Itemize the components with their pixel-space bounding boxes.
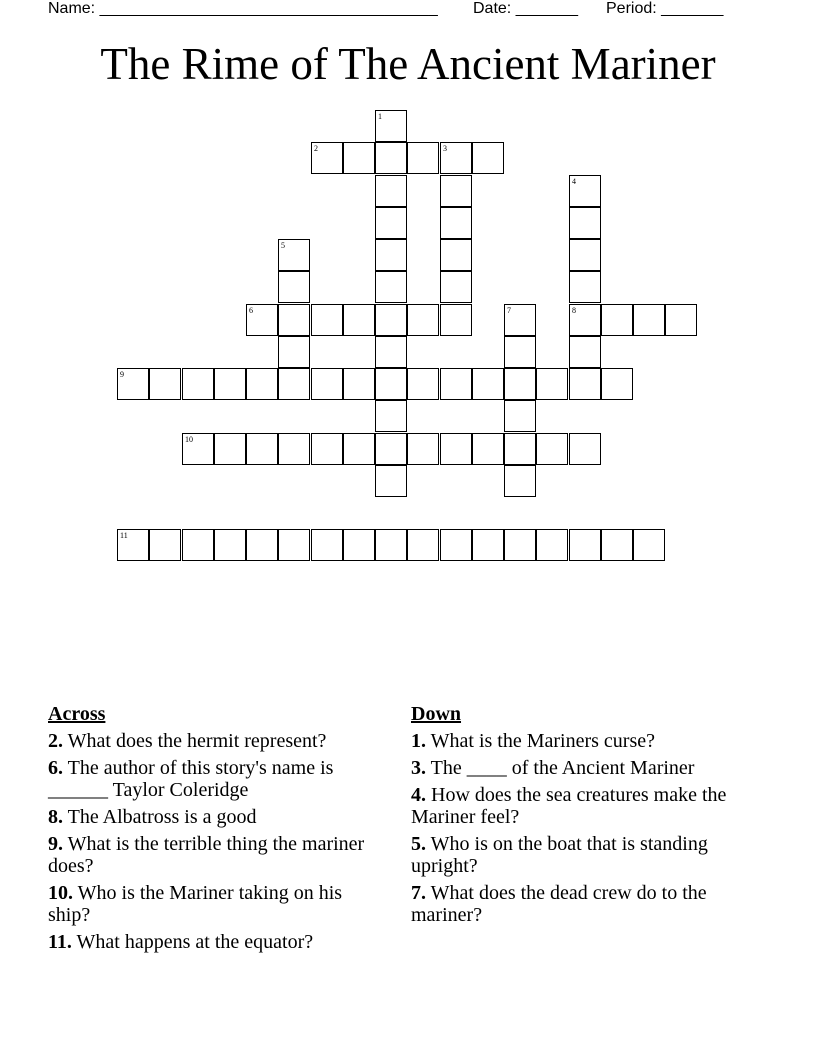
crossword-cell[interactable] <box>633 529 665 561</box>
crossword-cell[interactable] <box>504 304 536 336</box>
crossword-cell[interactable] <box>246 304 278 336</box>
cell-number: 8 <box>572 306 576 315</box>
cell-number: 6 <box>249 306 253 315</box>
crossword-cell[interactable] <box>375 336 407 368</box>
crossword-cell[interactable] <box>407 304 439 336</box>
crossword-cell[interactable] <box>569 336 601 368</box>
crossword-cell[interactable] <box>504 529 536 561</box>
crossword-cell[interactable] <box>117 529 149 561</box>
crossword-cell[interactable] <box>569 207 601 239</box>
clue-text: What does the dead crew do to the mariner? <box>411 882 707 926</box>
crossword-cell[interactable] <box>375 304 407 336</box>
crossword-cell[interactable] <box>601 368 633 400</box>
crossword-cell[interactable] <box>375 400 407 432</box>
cell-number: 4 <box>572 177 576 186</box>
crossword-cell[interactable] <box>440 207 472 239</box>
crossword-cell[interactable] <box>343 304 375 336</box>
crossword-cell[interactable] <box>375 529 407 561</box>
crossword-cell[interactable] <box>407 433 439 465</box>
crossword-cell[interactable] <box>472 433 504 465</box>
cell-number: 11 <box>120 531 128 540</box>
crossword-cell[interactable] <box>504 400 536 432</box>
crossword-cell[interactable] <box>601 304 633 336</box>
clue-text: The ____ of the Ancient Mariner <box>430 757 695 779</box>
clue-text: What is the Mariners curse? <box>430 730 655 752</box>
name-field: Name: ______________________________________ <box>48 0 438 17</box>
crossword-cell[interactable] <box>569 529 601 561</box>
crossword-cell[interactable] <box>536 433 568 465</box>
clue-number: 3. <box>411 757 426 779</box>
crossword-cell[interactable] <box>504 336 536 368</box>
crossword-cell[interactable] <box>569 304 601 336</box>
crossword-cell[interactable] <box>375 433 407 465</box>
crossword-cell[interactable] <box>278 368 310 400</box>
crossword-cell[interactable] <box>375 175 407 207</box>
cell-number: 3 <box>443 144 447 153</box>
crossword-cell[interactable] <box>343 368 375 400</box>
crossword-cell[interactable] <box>375 142 407 174</box>
crossword-cell[interactable] <box>278 529 310 561</box>
clue-across-8 <box>48 806 388 828</box>
crossword-cell[interactable] <box>182 368 214 400</box>
crossword-cell[interactable] <box>440 529 472 561</box>
clue-number: 2. <box>48 730 63 752</box>
clue-number: 6. <box>48 757 63 779</box>
crossword-cell[interactable] <box>440 304 472 336</box>
crossword-cell[interactable] <box>601 529 633 561</box>
clue-number: 8. <box>48 806 63 828</box>
crossword-cell[interactable] <box>214 529 246 561</box>
crossword-cell[interactable] <box>472 529 504 561</box>
clue-number: 1. <box>411 730 426 752</box>
across-clues <box>48 703 388 958</box>
crossword-cell[interactable] <box>375 271 407 303</box>
crossword-cell[interactable] <box>440 175 472 207</box>
crossword-cell[interactable] <box>569 175 601 207</box>
crossword-cell[interactable] <box>569 368 601 400</box>
cell-number: 1 <box>378 112 382 121</box>
crossword-cell[interactable] <box>407 368 439 400</box>
clue-down-7 <box>411 882 751 926</box>
crossword-cell[interactable] <box>311 142 343 174</box>
crossword-cell[interactable] <box>278 336 310 368</box>
crossword-cell[interactable] <box>569 271 601 303</box>
crossword-cell[interactable] <box>407 529 439 561</box>
clue-down-4 <box>411 784 751 828</box>
period-field: Period: _______ <box>606 0 724 17</box>
clue-text: What does the hermit represent? <box>67 730 327 752</box>
crossword-cell[interactable] <box>278 433 310 465</box>
clue-text: Who is on the boat that is standing upright? <box>411 833 708 877</box>
crossword-cell[interactable] <box>633 304 665 336</box>
crossword-cell[interactable] <box>117 368 149 400</box>
clue-number: 4. <box>411 784 426 806</box>
crossword-cell[interactable] <box>311 368 343 400</box>
crossword-cell[interactable] <box>246 433 278 465</box>
crossword-cell[interactable] <box>440 239 472 271</box>
crossword-cell[interactable] <box>472 368 504 400</box>
cell-number: 2 <box>314 144 318 153</box>
clue-across-10 <box>48 882 388 926</box>
date-field: Date: _______ <box>473 0 578 17</box>
cell-number: 7 <box>507 306 511 315</box>
clue-text: The author of this story's name is ______ Taylor Coleridge <box>48 757 334 801</box>
crossword-cell[interactable] <box>536 368 568 400</box>
clue-across-9 <box>48 833 388 877</box>
crossword-cell[interactable] <box>278 271 310 303</box>
crossword-cell[interactable] <box>311 529 343 561</box>
crossword-cell[interactable] <box>407 142 439 174</box>
clue-number: 5. <box>411 833 426 855</box>
crossword-cell[interactable] <box>440 142 472 174</box>
clue-number: 11. <box>48 931 72 953</box>
clue-text: The Albatross is a good <box>67 806 257 828</box>
crossword-cell[interactable] <box>149 529 181 561</box>
crossword-cell[interactable] <box>278 304 310 336</box>
crossword-cell[interactable] <box>440 271 472 303</box>
clue-across-2 <box>48 730 388 752</box>
crossword-cell[interactable] <box>375 110 407 142</box>
clue-down-3 <box>411 757 751 779</box>
crossword-cell[interactable] <box>375 207 407 239</box>
crossword-cell[interactable] <box>182 529 214 561</box>
crossword-cell[interactable] <box>375 465 407 497</box>
crossword-cell[interactable] <box>440 368 472 400</box>
across-heading: Across <box>48 703 106 725</box>
cell-number: 5 <box>281 241 285 250</box>
crossword-cell[interactable] <box>472 142 504 174</box>
cell-number: 9 <box>120 370 124 379</box>
clue-text: What happens at the equator? <box>76 931 314 953</box>
crossword-cell[interactable] <box>343 529 375 561</box>
crossword-cell[interactable] <box>343 142 375 174</box>
crossword-cell[interactable] <box>311 304 343 336</box>
crossword-cell[interactable] <box>149 368 181 400</box>
crossword-cell[interactable] <box>278 239 310 271</box>
clue-across-11 <box>48 931 388 953</box>
crossword-cell[interactable] <box>504 465 536 497</box>
crossword-cell[interactable] <box>343 433 375 465</box>
down-clues <box>411 703 751 931</box>
crossword-cell[interactable] <box>182 433 214 465</box>
clue-number: 7. <box>411 882 426 904</box>
clue-text: How does the sea creatures make the Mariner feel? <box>411 784 727 828</box>
crossword-cell[interactable] <box>665 304 697 336</box>
crossword-cell[interactable] <box>246 368 278 400</box>
clue-number: 9. <box>48 833 63 855</box>
clue-text: What is the terrible thing the mariner does? <box>48 833 365 877</box>
crossword-cell[interactable] <box>214 433 246 465</box>
crossword-cell[interactable] <box>375 368 407 400</box>
clue-down-5 <box>411 833 751 877</box>
clue-number: 10. <box>48 882 73 904</box>
crossword-cell[interactable] <box>246 529 278 561</box>
down-heading: Down <box>411 703 462 725</box>
crossword-cell[interactable] <box>440 433 472 465</box>
crossword-cell[interactable] <box>569 433 601 465</box>
crossword-cell[interactable] <box>214 368 246 400</box>
crossword-cell[interactable] <box>504 368 536 400</box>
crossword-cell[interactable] <box>375 239 407 271</box>
crossword-cell[interactable] <box>569 239 601 271</box>
crossword-cell[interactable] <box>311 433 343 465</box>
clue-down-1 <box>411 730 751 752</box>
clue-across-6 <box>48 757 388 801</box>
clue-text: Who is the Mariner taking on his ship? <box>48 882 343 926</box>
cell-number: 10 <box>185 435 193 444</box>
crossword-cell[interactable] <box>504 433 536 465</box>
crossword-cell[interactable] <box>536 529 568 561</box>
page-title: The Rime of The Ancient Mariner <box>100 39 716 89</box>
